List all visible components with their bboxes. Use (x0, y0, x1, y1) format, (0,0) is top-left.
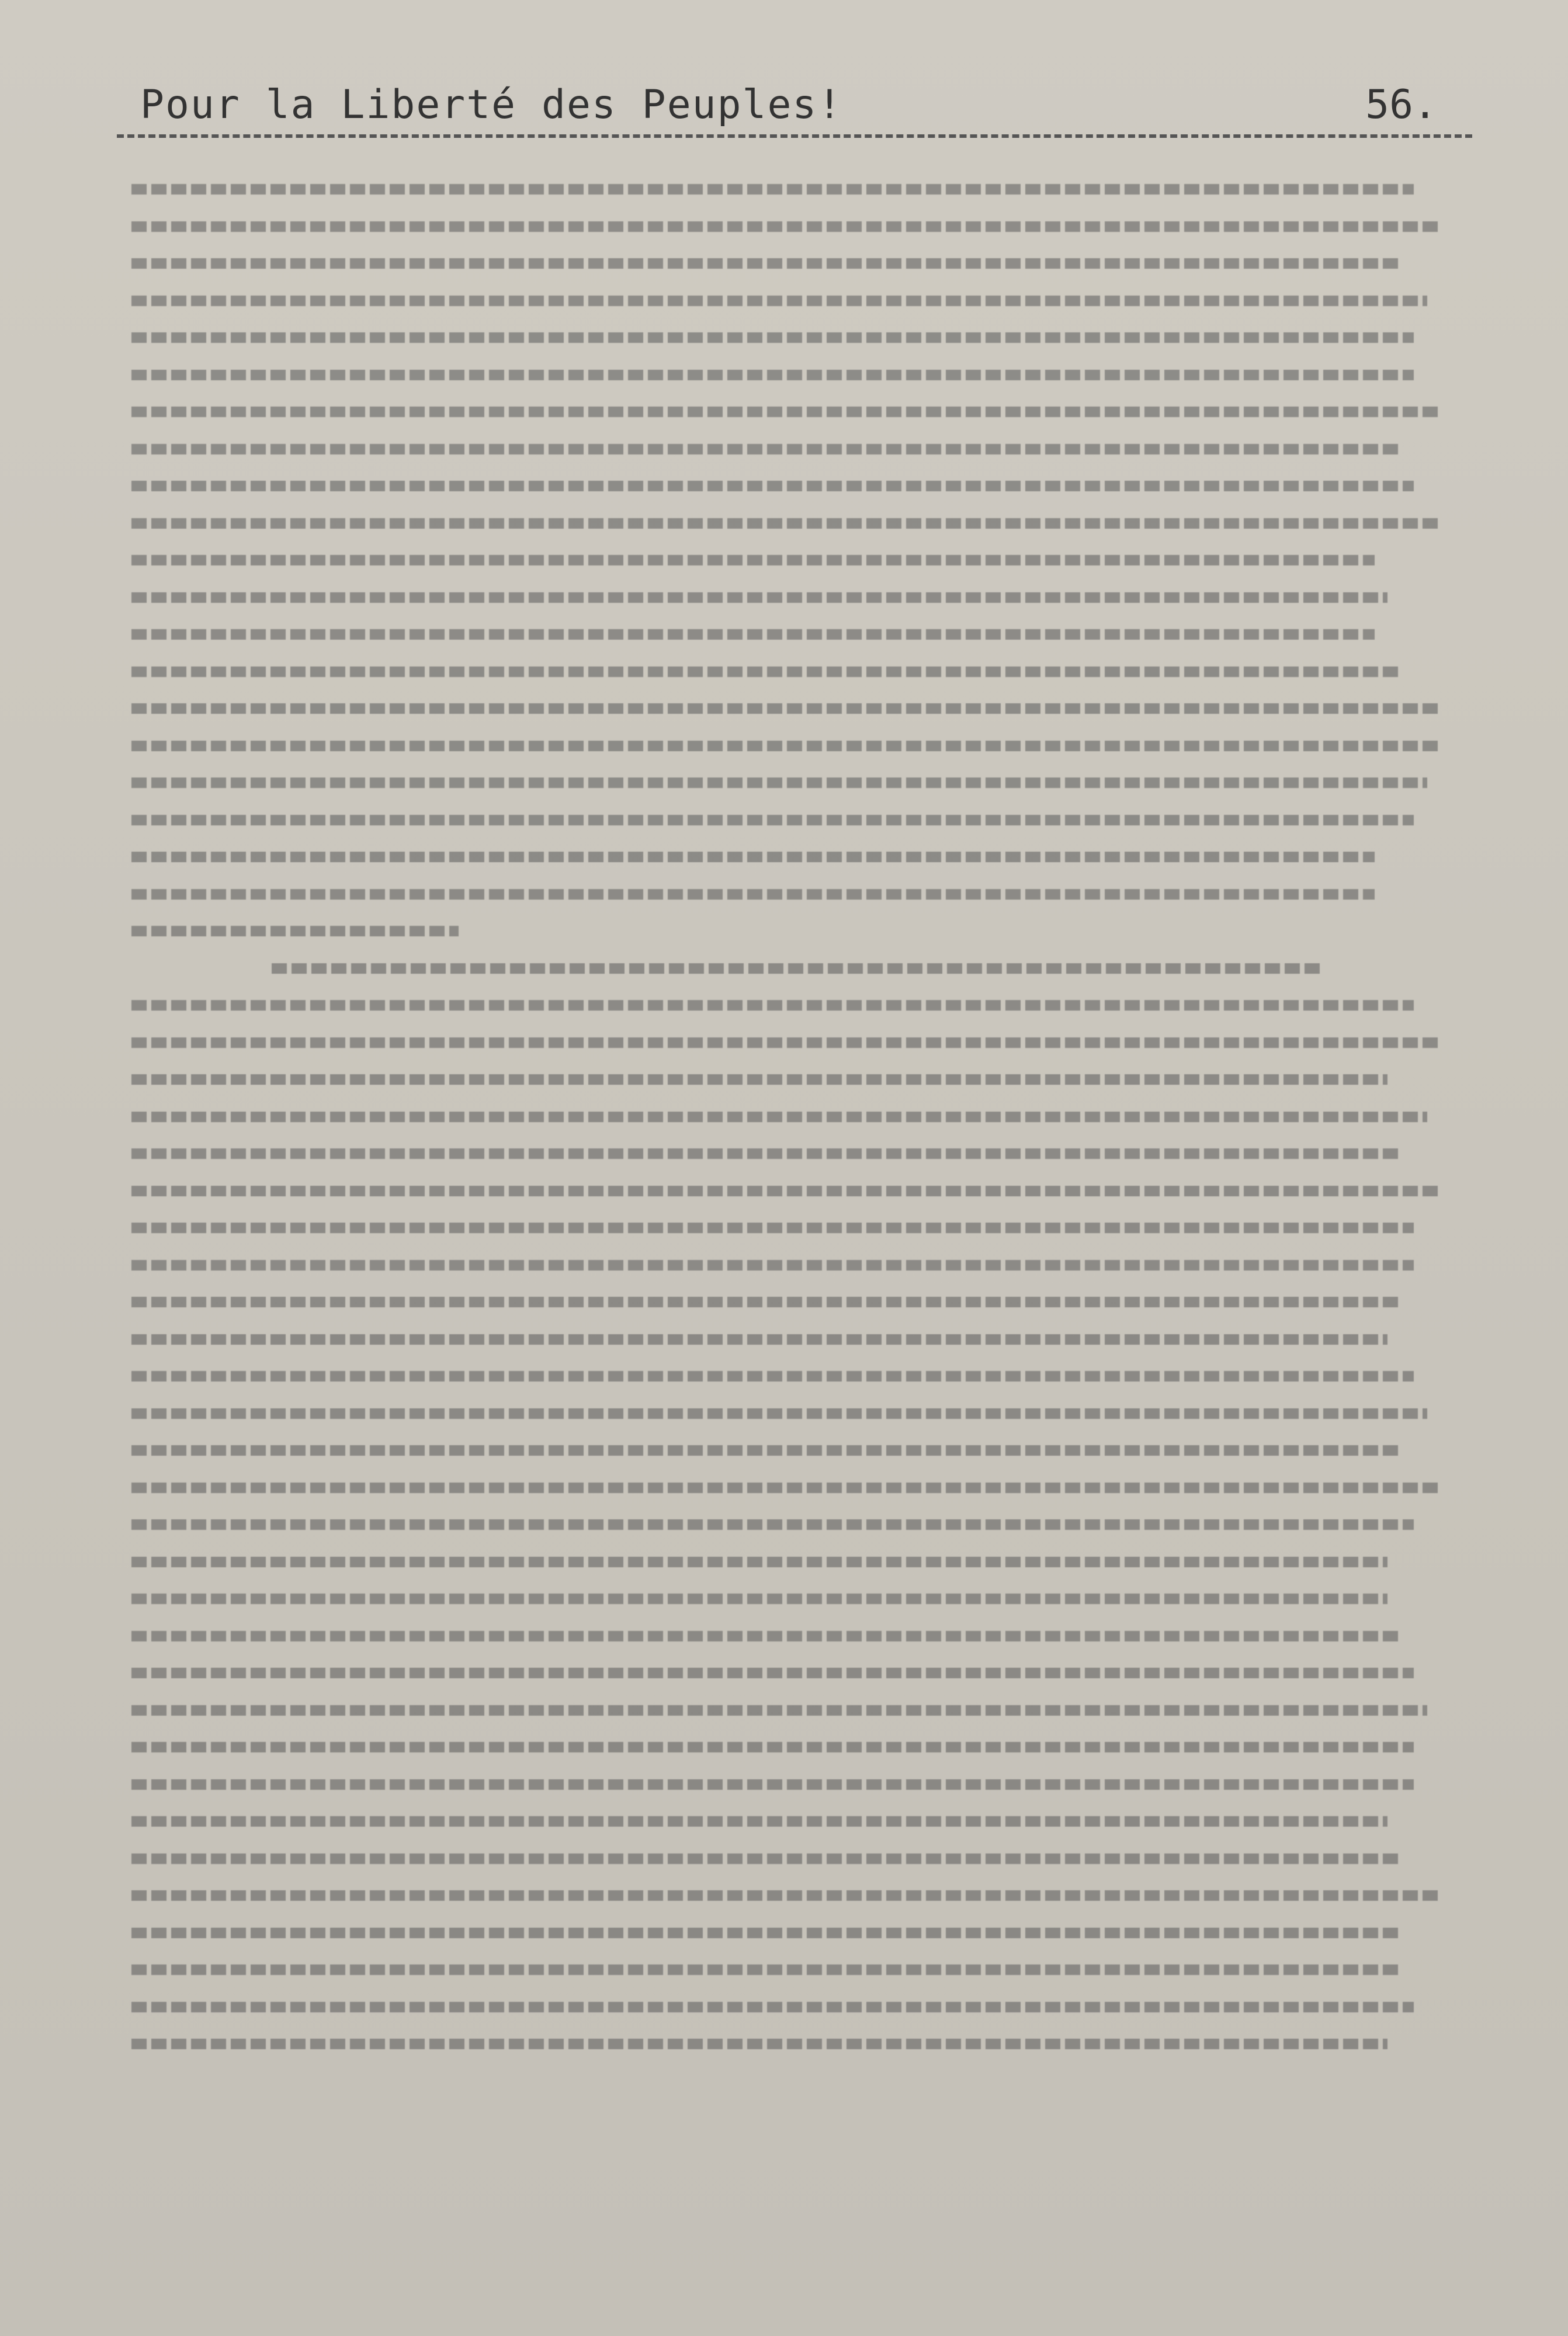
body-line (131, 874, 1440, 912)
text-placeholder (131, 258, 1401, 269)
body-line (131, 689, 1440, 726)
page-number: 56. (1365, 82, 1437, 128)
text-placeholder (131, 2039, 1387, 2049)
text-placeholder (131, 1297, 1401, 1307)
body-line (131, 1542, 1440, 1580)
body-line (131, 1505, 1440, 1542)
text-placeholder (131, 518, 1440, 529)
body-line (131, 207, 1440, 244)
body-line (131, 949, 1440, 986)
text-placeholder (131, 1631, 1401, 1641)
body-line (131, 800, 1440, 838)
text-placeholder (131, 592, 1387, 603)
text-placeholder (131, 370, 1414, 380)
body-line (131, 763, 1440, 800)
text-placeholder (131, 1557, 1387, 1567)
header-title: Pour la Liberté des Peuples! (140, 82, 843, 128)
body-line (131, 1134, 1440, 1171)
text-placeholder (131, 1000, 1414, 1011)
text-placeholder (131, 1853, 1401, 1864)
body-line (131, 1653, 1440, 1691)
body-line (131, 1171, 1440, 1209)
body-line (131, 169, 1440, 207)
body-line (131, 1282, 1440, 1320)
text-placeholder (131, 852, 1375, 862)
body-line (131, 1320, 1440, 1357)
text-placeholder (131, 1260, 1414, 1271)
text-placeholder (131, 1445, 1401, 1456)
text-placeholder (131, 1890, 1440, 1901)
body-line (131, 244, 1440, 281)
text-placeholder (131, 777, 1427, 788)
body-line (131, 504, 1440, 541)
body-line (131, 1616, 1440, 1654)
text-placeholder (131, 444, 1401, 454)
text-placeholder (131, 1186, 1440, 1196)
body-line (131, 837, 1440, 874)
text-placeholder (131, 741, 1440, 751)
text-placeholder (131, 1594, 1387, 1604)
body-line (131, 1431, 1440, 1468)
text-placeholder (131, 926, 459, 936)
page-header (140, 82, 1437, 140)
header-dashed-rule (117, 134, 1472, 138)
text-placeholder (131, 1483, 1440, 1493)
body-line (131, 985, 1440, 1023)
text-placeholder (131, 555, 1375, 565)
body-line (131, 578, 1440, 615)
text-placeholder (131, 184, 1414, 195)
text-placeholder (272, 963, 1323, 974)
body-line (131, 1097, 1440, 1134)
body-line (131, 1839, 1440, 1876)
text-placeholder (131, 1408, 1427, 1419)
body-line (131, 429, 1440, 467)
body-line (131, 615, 1440, 652)
body-line (131, 1987, 1440, 2025)
text-placeholder (131, 2002, 1414, 2012)
text-placeholder (131, 1816, 1387, 1827)
body-line (131, 1727, 1440, 1765)
text-placeholder (131, 481, 1414, 491)
text-placeholder (131, 1779, 1414, 1790)
text-placeholder (131, 1705, 1427, 1716)
body-line (131, 1876, 1440, 1913)
text-placeholder (131, 221, 1440, 232)
body-line (131, 1913, 1440, 1950)
body-line (131, 1950, 1440, 1987)
text-placeholder (131, 1037, 1440, 1048)
text-placeholder (131, 889, 1375, 900)
body-line (131, 1765, 1440, 1802)
text-placeholder (131, 629, 1375, 640)
body-line (131, 1245, 1440, 1283)
text-placeholder (131, 1371, 1414, 1382)
text-placeholder (131, 815, 1414, 825)
text-placeholder (131, 703, 1440, 714)
body-line (131, 1468, 1440, 1505)
body-line (131, 652, 1440, 689)
body-line (131, 281, 1440, 318)
body-line (131, 540, 1440, 578)
body-line (131, 392, 1440, 429)
body-line (131, 726, 1440, 763)
text-placeholder (131, 667, 1401, 677)
text-placeholder (131, 407, 1440, 417)
text-placeholder (131, 1112, 1427, 1122)
body-line (131, 2024, 1440, 2061)
text-placeholder (131, 1742, 1414, 1752)
body-line (131, 1579, 1440, 1616)
body-line (131, 1023, 1440, 1060)
body-line (131, 1394, 1440, 1431)
text-placeholder (131, 1334, 1387, 1345)
body-line (131, 1802, 1440, 1839)
body-line (131, 1060, 1440, 1097)
body-line (131, 1356, 1440, 1394)
text-placeholder (131, 1668, 1414, 1678)
body-line (131, 911, 1440, 949)
text-placeholder (131, 296, 1427, 306)
body-line (131, 1208, 1440, 1245)
text-placeholder (131, 1519, 1414, 1530)
body-text (131, 169, 1440, 2061)
text-placeholder (131, 1964, 1401, 1975)
text-placeholder (131, 1928, 1401, 1938)
text-placeholder (131, 1223, 1414, 1233)
body-line (131, 318, 1440, 355)
body-line (131, 355, 1440, 393)
text-placeholder (131, 1074, 1387, 1085)
body-line (131, 1691, 1440, 1728)
text-placeholder (131, 1148, 1401, 1159)
text-placeholder (131, 332, 1414, 343)
body-line (131, 466, 1440, 504)
